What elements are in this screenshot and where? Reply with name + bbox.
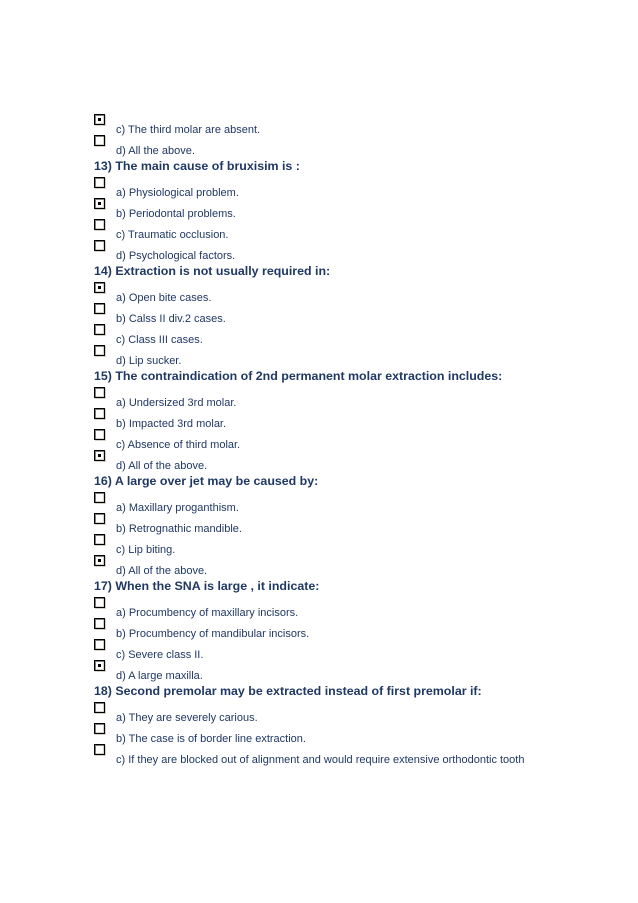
answer-option-label: a) They are severely carious. [116,712,258,724]
question-block-q14 [94,261,614,366]
quiz-content [94,114,614,765]
radio-empty-icon[interactable] [94,177,105,188]
radio-empty-icon[interactable] [94,429,105,440]
answer-option-label: c) The third molar are absent. [116,124,261,136]
radio-empty-icon[interactable] [94,513,105,524]
question-block-q16 [94,471,614,576]
answer-option-q16-3[interactable] [94,555,614,576]
answer-option-label: d) All of the above. [116,565,208,577]
answer-option-label: b) Retrognathic mandible. [116,523,242,535]
radio-selected-icon[interactable] [94,660,105,671]
question-block-q18 [94,681,614,765]
question-block-q17 [94,576,614,681]
answer-option-label: c) Class III cases. [116,334,203,346]
answer-option-q13-3[interactable] [94,240,614,261]
question-title-q18: 18) Second premolar may be extracted instead of first premolar if: [94,684,482,698]
answer-option-q16-2[interactable] [94,534,614,555]
answer-option-q14-2[interactable] [94,324,614,345]
question-block-q13 [94,156,614,261]
answer-option-q13-2[interactable] [94,219,614,240]
answer-option-label: c) Absence of third molar. [116,439,241,451]
answer-option-q15-3[interactable] [94,450,614,471]
answer-option-label: b) Procumbency of mandibular incisors. [116,628,310,640]
radio-selected-icon[interactable] [94,555,105,566]
answer-option-q17-3[interactable] [94,660,614,681]
answer-option-label: a) Physiological problem. [116,187,239,199]
radio-dot-icon [98,118,101,121]
answer-option-q13-1[interactable] [94,198,614,219]
answer-option-q17-2[interactable] [94,639,614,660]
answer-option-label: d) All the above. [116,145,195,157]
radio-empty-icon[interactable] [94,135,105,146]
radio-selected-icon[interactable] [94,198,105,209]
answer-option-q12-1[interactable] [94,135,614,156]
answer-option-label: c) Severe class II. [116,649,204,661]
answer-option-label: c) Traumatic occlusion. [116,229,229,241]
answer-option-q14-1[interactable] [94,303,614,324]
radio-empty-icon[interactable] [94,408,105,419]
answer-option-label: a) Maxillary proganthism. [116,502,239,514]
answer-option-q15-1[interactable] [94,408,614,429]
radio-empty-icon[interactable] [94,219,105,230]
answer-option-q16-0[interactable] [94,492,614,513]
radio-dot-icon [98,454,101,457]
question-title-q17: 17) When the SNA is large , it indicate: [94,579,320,593]
answer-option-label: a) Undersized 3rd molar. [116,397,237,409]
question-block-q12 [94,114,614,156]
answer-option-label: b) Impacted 3rd molar. [116,418,227,430]
question-block-q15 [94,366,614,471]
answer-option-label: c) If they are blocked out of alignment and would require extensive orthodontic tooth [116,754,525,766]
radio-empty-icon[interactable] [94,387,105,398]
answer-option-q14-0[interactable] [94,282,614,303]
answer-option-label: b) Calss II div.2 cases. [116,313,226,325]
answer-option-q13-0[interactable] [94,177,614,198]
answer-option-q18-0[interactable] [94,702,614,723]
answer-option-label: a) Open bite cases. [116,292,212,304]
answer-option-label: b) Periodontal problems. [116,208,236,220]
radio-empty-icon[interactable] [94,702,105,713]
radio-empty-icon[interactable] [94,534,105,545]
answer-option-label: d) All of the above. [116,460,208,472]
answer-option-q14-3[interactable] [94,345,614,366]
radio-dot-icon [98,202,101,205]
radio-empty-icon[interactable] [94,303,105,314]
radio-dot-icon [98,559,101,562]
radio-dot-icon [98,286,101,289]
answer-option-label: a) Procumbency of maxillary incisors. [116,607,299,619]
answer-option-q15-2[interactable] [94,429,614,450]
question-title-q16: 16) A large over jet may be caused by: [94,474,319,488]
answer-option-q12-0[interactable] [94,114,614,135]
question-title-q13: 13) The main cause of bruxisim is : [94,159,300,173]
radio-empty-icon[interactable] [94,618,105,629]
radio-selected-icon[interactable] [94,450,105,461]
radio-empty-icon[interactable] [94,597,105,608]
radio-selected-icon[interactable] [94,282,105,293]
answer-option-q15-0[interactable] [94,387,614,408]
radio-empty-icon[interactable] [94,345,105,356]
question-title-q15: 15) The contraindication of 2nd permanent molar extraction includes: [94,369,503,383]
radio-empty-icon[interactable] [94,324,105,335]
radio-empty-icon[interactable] [94,639,105,650]
radio-empty-icon[interactable] [94,744,105,755]
answer-option-q18-1[interactable] [94,723,614,744]
radio-empty-icon[interactable] [94,492,105,503]
radio-dot-icon [98,664,101,667]
answer-option-label: d) Psychological factors. [116,250,236,262]
answer-option-q17-0[interactable] [94,597,614,618]
answer-option-label: c) Lip biting. [116,544,176,556]
radio-selected-icon[interactable] [94,114,105,125]
answer-option-q18-2[interactable] [94,744,614,765]
answer-option-label: b) The case is of border line extraction. [116,733,306,745]
answer-option-label: d) A large maxilla. [116,670,203,682]
answer-option-q17-1[interactable] [94,618,614,639]
answer-option-label: d) Lip sucker. [116,355,182,367]
question-title-q14: 14) Extraction is not usually required in: [94,264,331,278]
radio-empty-icon[interactable] [94,240,105,251]
radio-empty-icon[interactable] [94,723,105,734]
answer-option-q16-1[interactable] [94,513,614,534]
